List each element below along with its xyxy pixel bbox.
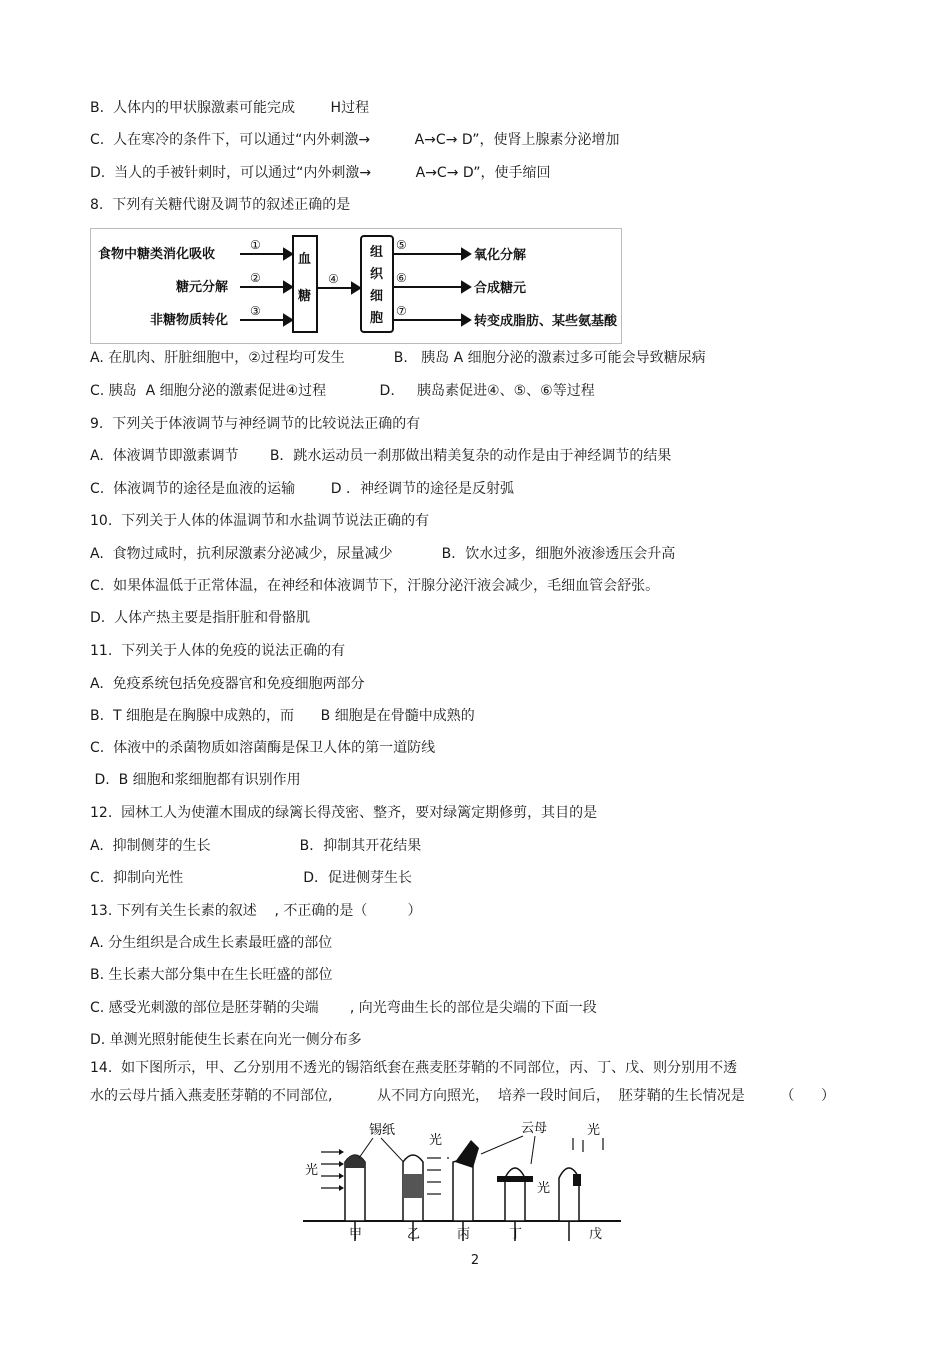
light-label: 光 (537, 1181, 551, 1196)
option-line: D. B 细胞和浆细胞都有识别作用 (90, 772, 301, 788)
option-line: A. 抑制侧芽的生长 B．抑制其开花结果 (90, 838, 422, 854)
option-line: B. T 细胞是在胸腺中成熟的，而 B 细胞是在骨髓中成熟的 (90, 708, 475, 724)
outcome-glycogen-synthesis: 合成糖元 (474, 281, 527, 296)
option-line: C. 胰岛 A 细胞分泌的激素促进④过程 D. 胰岛素促进④、⑤、⑥等过程 (90, 383, 595, 399)
mica-label: 云母 (521, 1121, 548, 1136)
text-line: D. 当人的手被针刺时，可以通过“内外刺激→ A→C→ D”，使手缩回 (90, 165, 551, 181)
source-nonsugar: 非糖物质转化 (150, 313, 229, 328)
option-line: A. 在肌肉、肝脏细胞中，②过程均可发生 B. 胰岛 A 细胞分泌的激素过多可能会导致糖尿病 (90, 350, 706, 366)
tissue-cell-label: 织 (370, 267, 384, 282)
option-line: D. 人体产热主要是指肝脏和骨骼肌 (90, 610, 311, 626)
option-line: C. 如果体温低于正常体温，在神经和体液调节下，汗腺分泌汗液会减少，毛细血管会舒张。 (90, 578, 660, 594)
tissue-cell-label: 胞 (370, 311, 384, 326)
coleoptile-figure (303, 1118, 621, 1242)
option-line: C. 体液中的杀菌物质如溶菌酶是保卫人体的第一道防线 (90, 740, 436, 756)
option-line: B. 生长素大部分集中在生长旺盛的部位 (90, 967, 333, 983)
step-5: ⑤ (396, 238, 407, 252)
label-bing: 丙 (457, 1227, 471, 1242)
step-6: ⑥ (396, 271, 407, 285)
option-line: A. 免疫系统包括免疫器官和免疫细胞两部分 (90, 676, 365, 692)
text-line: C. 人在寒冷的条件下，可以通过“内外刺激→ A→C→ D”，使肾上腺素分泌增加 (90, 132, 620, 148)
question-8: 8. 下列有关糖代谢及调节的叙述正确的是 (90, 197, 351, 213)
source-digestion: 食物中糖类消化吸收 (98, 247, 216, 262)
label-jia: 甲 (349, 1227, 363, 1242)
option-line: A. 食物过咸时，抗利尿激素分泌减少，尿量减少 B．饮水过多，细胞外液渗透压会升高 (90, 546, 676, 562)
outcome-oxidation: 氧化分解 (474, 248, 527, 263)
question-14-cont: 水的云母片插入燕麦胚芽鞘的不同部位, 从不同方向照光， 培养一段时间后， 胚芽鞘的生长情况是 （ ） (90, 1088, 836, 1104)
step-2: ② (250, 271, 261, 285)
step-7: ⑦ (396, 304, 407, 318)
question-14: 14. 如下图所示，甲、乙分别用不透光的锡箔纸套在燕麦胚芽鞘的不同部位，丙、丁、戊、则分别用不透 (90, 1060, 738, 1076)
option-line: A. 体液调节即激素调节 B．跳水运动员一刹那做出精美复杂的动作是由于神经调节的结果 (90, 448, 672, 464)
question-12: 12. 园林工人为使灌木围成的绿篱长得茂密、整齐，要对绿篱定期修剪，其目的是 (90, 805, 598, 821)
option-line: A. 分生组织是合成生长素最旺盛的部位 (90, 935, 333, 951)
option-line: C. 抑制向光性 D．促进侧芽生长 (90, 870, 413, 886)
light-label: 光 (587, 1123, 601, 1138)
label-ding: 丁 (509, 1227, 523, 1242)
tissue-cell-label: 组 (370, 245, 384, 260)
tissue-cell-label: 细 (370, 289, 384, 304)
blood-sugar-label: 糖 (298, 289, 312, 304)
step-1: ① (250, 238, 261, 252)
light-label: 光 (429, 1133, 443, 1148)
label-wu: 戊 (589, 1227, 603, 1242)
outcome-conversion: 转变成脂肪、某些氨基酸 (474, 314, 618, 329)
text-line: B. 人体内的甲状腺激素可能完成 H过程 (90, 100, 370, 116)
source-glycogen: 糖元分解 (176, 280, 229, 295)
sugar-metabolism-diagram (90, 228, 622, 344)
question-13: 13. 下列有关生长素的叙述 , 不正确的是（ ） (90, 903, 422, 919)
foil-label: 锡纸 (369, 1123, 396, 1138)
question-9: 9. 下列关于体液调节与神经调节的比较说法正确的有 (90, 416, 421, 432)
option-line: C. 感受光刺激的部位是胚芽鞘的尖端 , 向光弯曲生长的部位是尖端的下面一段 (90, 1000, 597, 1016)
blood-sugar-label: 血 (298, 252, 312, 267)
step-3: ③ (250, 304, 261, 318)
label-yi: 乙 (407, 1227, 421, 1242)
question-10: 10. 下列关于人体的体温调节和水盐调节说法正确的有 (90, 513, 430, 529)
step-4: ④ (328, 272, 339, 286)
page-number: 2 (470, 1253, 480, 1268)
question-11: 11. 下列关于人体的免疫的说法正确的有 (90, 643, 346, 659)
option-line: C. 体液调节的途径是血液的运输 D ．神经调节的途径是反射弧 (90, 481, 514, 497)
light-label: 光 (305, 1163, 319, 1178)
option-line: D. 单测光照射能使生长素在向光一侧分布多 (90, 1032, 362, 1048)
